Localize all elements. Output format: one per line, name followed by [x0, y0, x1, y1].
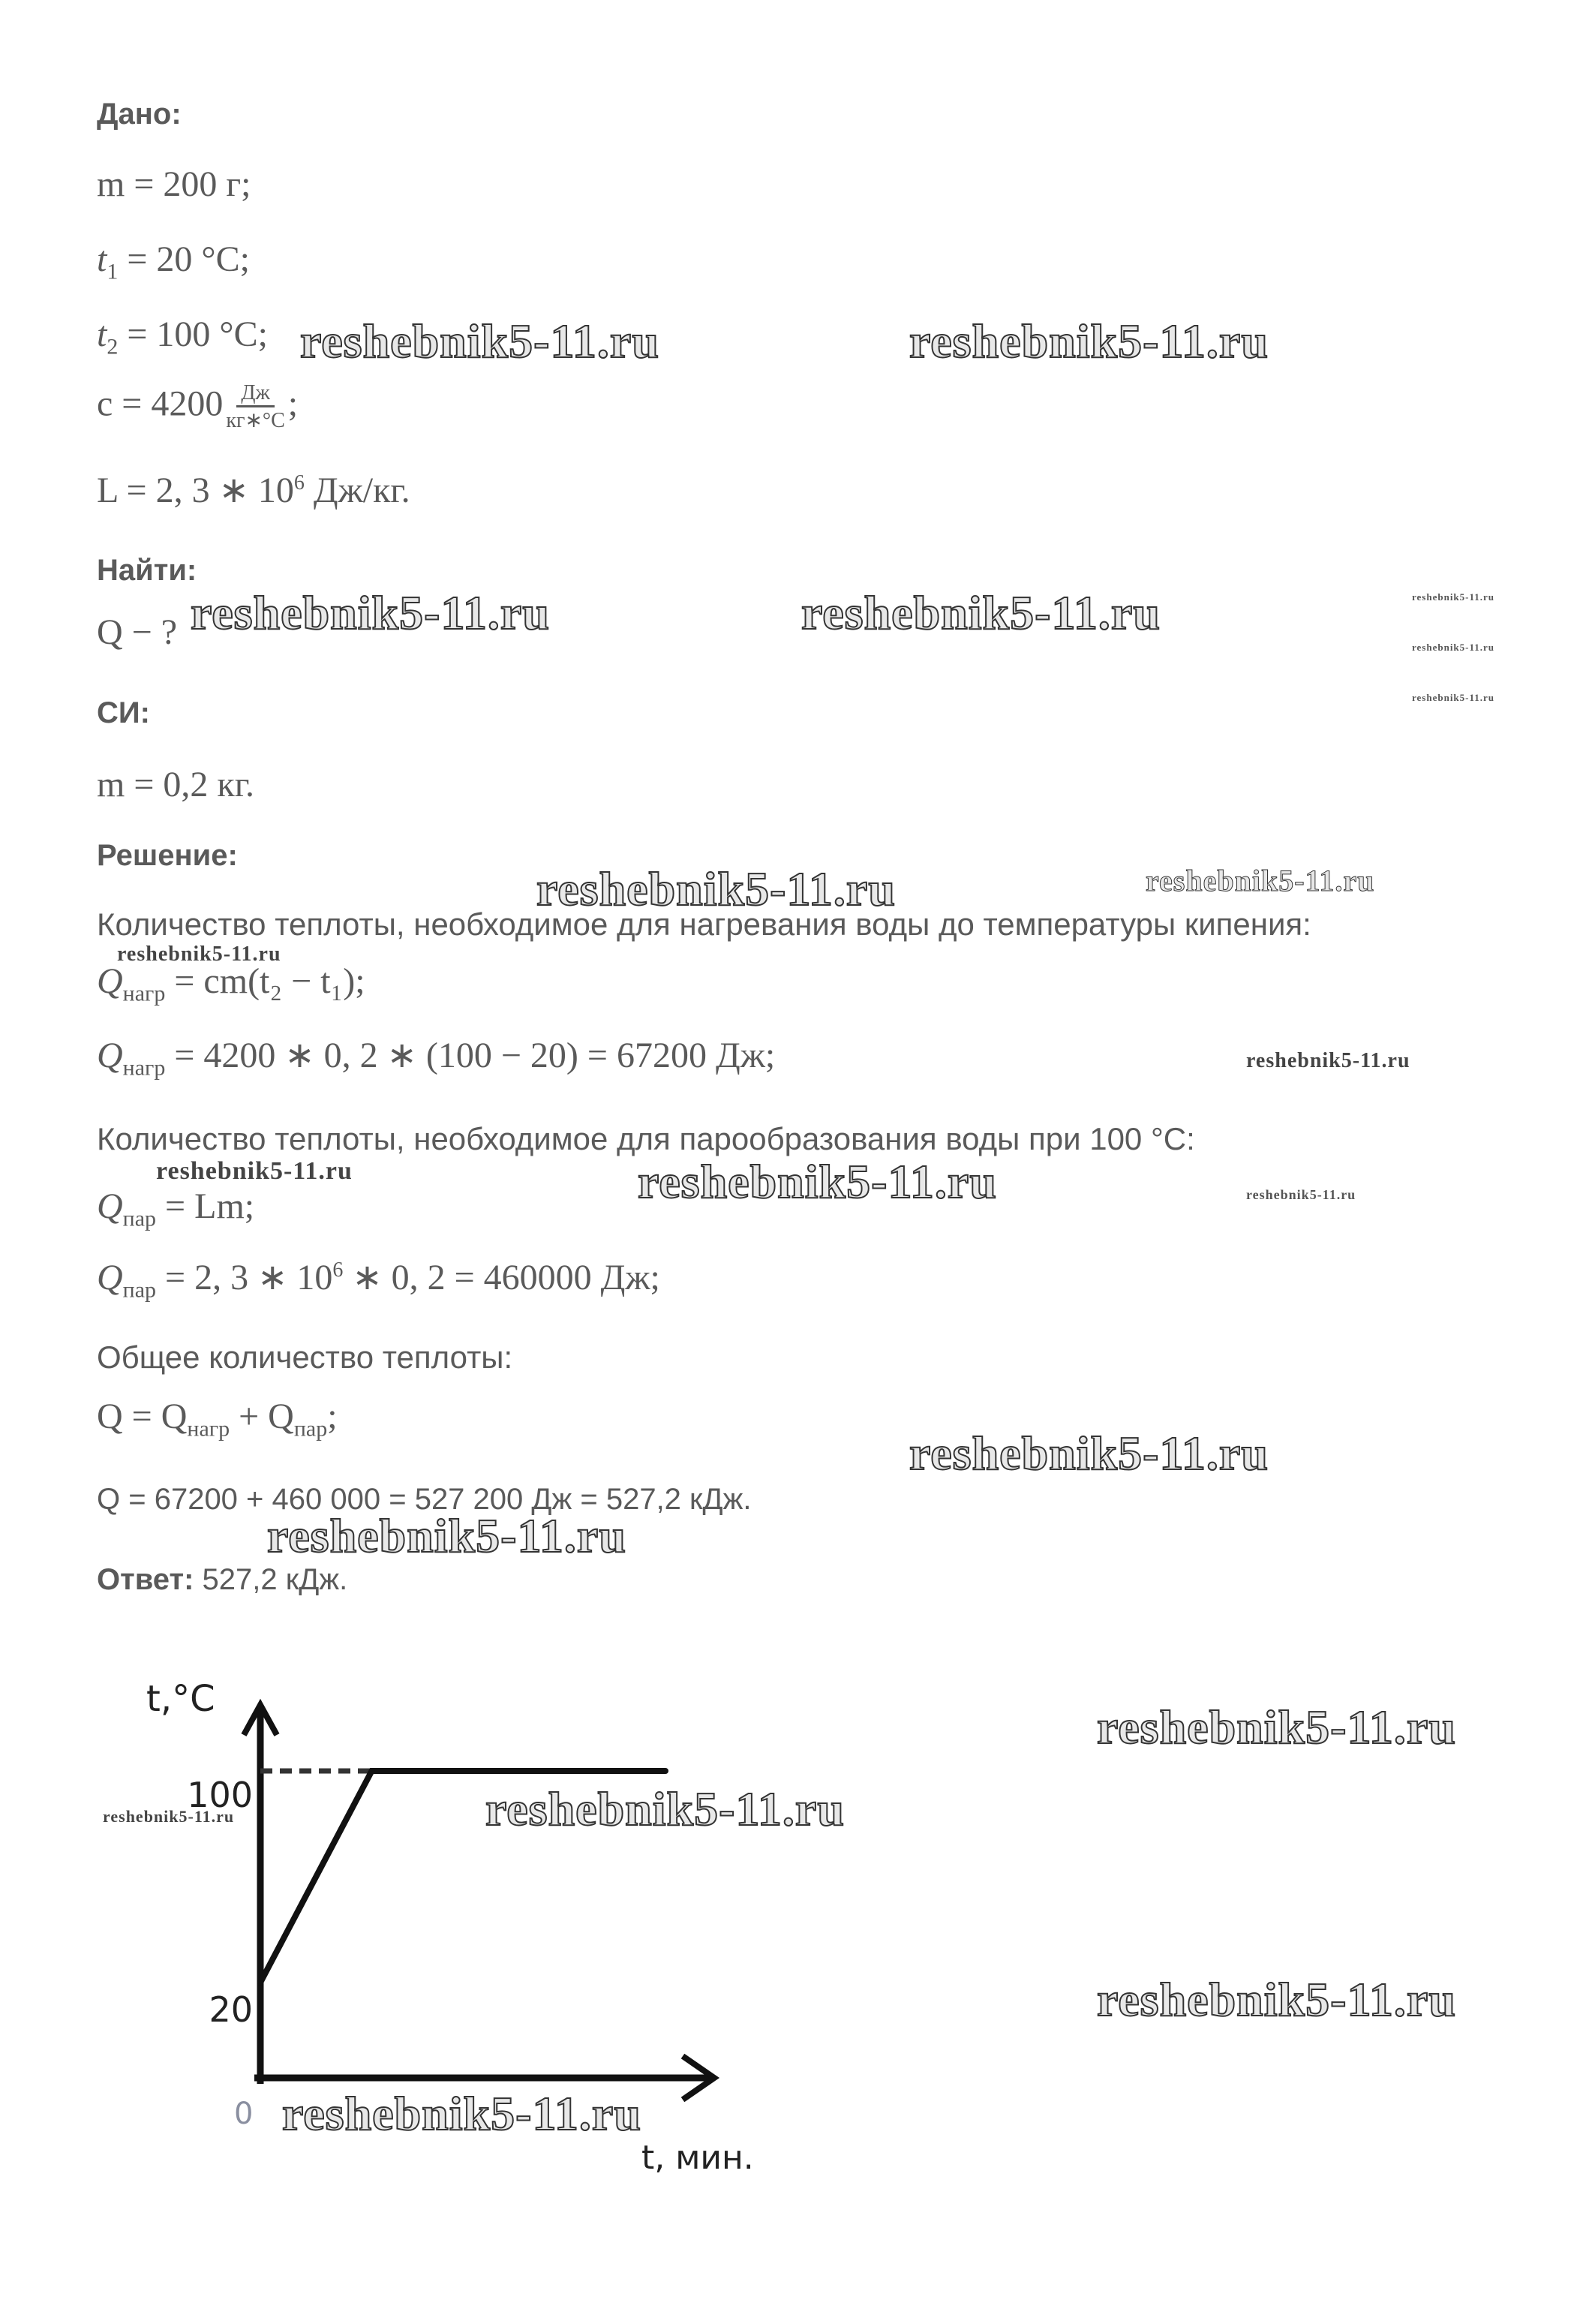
- given-L: [97, 469, 410, 511]
- solution-text-2: Количество теплоты, необходимое для парообразования воды при 100 °С:: [97, 1121, 1195, 1156]
- y-axis-label: t,°C: [146, 1678, 215, 1720]
- formula-q-vapor: $Q_{пар} = Lm$;: [97, 1186, 255, 1231]
- f4-suffix: ∗ 0, 2 = 460000 Дж;: [343, 1258, 660, 1297]
- formula-q-heat: $Q_{нагр} = cm(t_2 - t_1)$;: [97, 961, 365, 1006]
- given-mass: m = 200 г;: [97, 164, 251, 204]
- watermark: reshebnik5-11.ru: [909, 1427, 1269, 1480]
- answer-value: 527,2 кДж.: [194, 1563, 348, 1596]
- watermark: reshebnik5-11.ru: [1097, 1700, 1456, 1754]
- sub-par: пар: [293, 1416, 328, 1442]
- watermark: reshebnik5-11.ru: [1412, 642, 1495, 653]
- watermark: reshebnik5-11.ru: [267, 1509, 626, 1562]
- f5-b: + Q: [230, 1397, 294, 1436]
- formula-q-vapor-calc: $Q_{пар} = 2$, 3 ∗ $10^6$ ∗ 0, 2 = 460000 Дж;: [97, 1258, 660, 1303]
- given-t2-value: = 100 °С;: [127, 314, 268, 354]
- watermark: reshebnik5-11.ru: [1246, 1187, 1356, 1202]
- f4-prefix: = 2, 3 ∗ 10: [165, 1258, 333, 1297]
- sub-nagr: нагр: [122, 981, 166, 1006]
- watermark: reshebnik5-11.ru: [1097, 1973, 1456, 2026]
- data-point: [369, 1768, 375, 1774]
- c-numerator: Дж: [236, 381, 274, 407]
- given-t1: $t_1 = 20$ °С;: [97, 239, 250, 284]
- data-point: [257, 1980, 263, 1986]
- watermark: reshebnik5-11.ru: [801, 586, 1161, 639]
- formula-q-total-calc: Q = 67200 + 460 000 = 527 200 Дж = 527,2 кДж.: [97, 1483, 752, 1516]
- answer: [97, 1563, 347, 1597]
- f5-c: ;: [327, 1397, 338, 1436]
- solution-text-3: Общее количество теплоты:: [97, 1339, 513, 1375]
- formula-q-heat-calc: $Q_{нагр} = 4200$ ∗ 0, 2 ∗ (100 − 20) = 67200 Дж;: [97, 1036, 776, 1081]
- watermark: reshebnik5-11.ru: [300, 314, 659, 368]
- watermark: reshebnik5-11.ru: [103, 1807, 235, 1826]
- answer-label: Ответ:: [97, 1563, 194, 1596]
- formula-q-heat-rhs: = cm(t₂ − t₁);: [174, 961, 365, 1001]
- watermark: reshebnik5-11.ru: [191, 586, 550, 639]
- watermark: reshebnik5-11.ru: [909, 314, 1269, 368]
- find-heading: Найти:: [97, 554, 197, 587]
- si-heading: СИ:: [97, 696, 150, 729]
- watermark: reshebnik5-11.ru: [1146, 864, 1375, 897]
- formula-q-heat-calc-rhs: = 4200 ∗ 0, 2 ∗ (100 − 20) = 67200 Дж;: [174, 1036, 776, 1075]
- watermark: reshebnik5-11.ru: [1412, 692, 1495, 703]
- origin-label: 0: [234, 2097, 254, 2131]
- c-prefix: c = 4200: [97, 383, 224, 424]
- watermark: reshebnik5-11.ru: [638, 1155, 997, 1208]
- sub-nagr: нагр: [187, 1416, 230, 1442]
- given-heading: Дано:: [97, 98, 182, 131]
- watermark: reshebnik5-11.ru: [1412, 591, 1495, 603]
- watermark: reshebnik5-11.ru: [282, 2087, 641, 2140]
- given-c: [97, 381, 298, 433]
- formula-q-vapor-rhs: = Lm;: [165, 1186, 255, 1226]
- formula-q-total: [97, 1396, 338, 1442]
- watermark: reshebnik5-11.ru: [1246, 1049, 1410, 1072]
- f5-a: Q = Q: [97, 1397, 188, 1436]
- c-denominator: кг∗°С: [226, 409, 285, 432]
- given-t1-value: = 20 °С;: [127, 239, 250, 279]
- watermark: reshebnik5-11.ru: [536, 862, 896, 915]
- solution-heading: Решение:: [97, 839, 238, 872]
- data-point: [662, 1768, 668, 1774]
- L-suffix: Дж/кг.: [304, 471, 410, 510]
- si-mass: m = 0,2 кг.: [97, 765, 254, 804]
- watermark: reshebnik5-11.ru: [156, 1157, 353, 1185]
- sub-nagr: нагр: [122, 1055, 166, 1081]
- given-t2: $t_2 = 100$ °С;: [97, 314, 268, 359]
- sub-par: пар: [122, 1206, 157, 1231]
- L-exp: 6: [293, 471, 305, 495]
- sub-par: пар: [122, 1277, 157, 1303]
- c-suffix: ;: [287, 383, 299, 424]
- find-q: Q − ?: [97, 612, 178, 652]
- y-tick-label: 20: [209, 1989, 253, 2030]
- solution-text-1: Количество теплоты, необходимое для нагревания воды до температуры кипения:: [97, 906, 1311, 942]
- f4-exp: 6: [332, 1258, 344, 1282]
- watermark: reshebnik5-11.ru: [485, 1782, 845, 1835]
- y-tick-label: 100: [187, 1775, 253, 1815]
- x-axis-label: t, мин.: [641, 2139, 754, 2177]
- watermark: reshebnik5-11.ru: [117, 943, 281, 966]
- L-prefix: L = 2, 3 ∗ 10: [97, 471, 294, 510]
